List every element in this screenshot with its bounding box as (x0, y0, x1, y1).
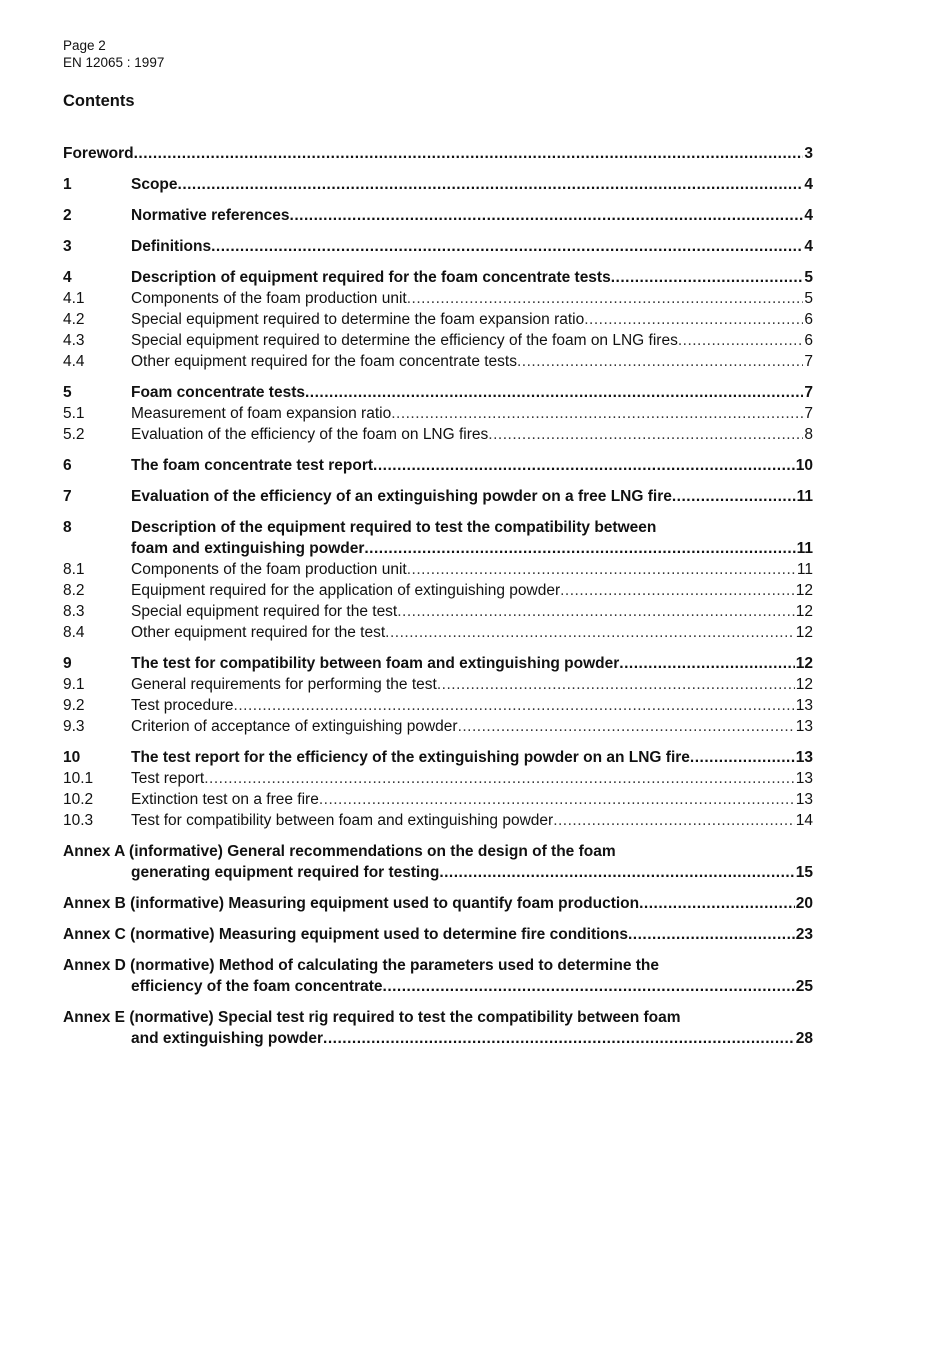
toc-entry-foreword[interactable] (63, 143, 813, 164)
leader-dots (611, 267, 804, 288)
toc-label: Extinction test on a free fire (131, 791, 319, 808)
toc-label: foam and extinguishing powder (131, 540, 365, 557)
toc-page: 4 (804, 176, 813, 193)
toc-label: Annex B (informative) Measuring equipment used to quantify foam production (63, 895, 640, 912)
toc-label: Evaluation of the efficiency of an extinguishing powder on a free LNG fire (131, 488, 672, 505)
toc-page: 4 (804, 238, 813, 255)
toc-label: Special equipment required to determine the efficiency of the foam on LNG fires (131, 332, 678, 349)
leader-dots (373, 455, 795, 476)
toc-label: Test for compatibility between foam and extinguishing powder (131, 812, 554, 829)
toc-number: 4.2 (63, 311, 85, 328)
toc-page: 13 (795, 770, 813, 787)
toc-entry-4[interactable] (63, 267, 813, 288)
toc-entry-annex-c[interactable] (63, 924, 813, 945)
toc-label: Equipment required for the application of extinguishing powder (131, 582, 561, 599)
toc-number: 1 (63, 176, 72, 193)
leader-dots (439, 862, 794, 883)
toc-entry-annex-a-line2[interactable] (63, 862, 813, 883)
toc-label: Special equipment required for the test (131, 603, 398, 620)
toc-number: 7 (63, 488, 72, 505)
toc-entry-annex-e-line1[interactable] (63, 1007, 813, 1028)
toc-number: 9.3 (63, 718, 85, 735)
toc-entry-8-3[interactable] (63, 601, 813, 622)
toc-number: 4.4 (63, 353, 85, 370)
toc-entry-9-3[interactable] (63, 716, 813, 737)
toc-page: 12 (795, 676, 813, 693)
toc-label: Evaluation of the efficiency of the foam on LNG fires (131, 426, 489, 443)
leader-dots (319, 789, 795, 810)
toc-number: 10.3 (63, 812, 94, 829)
toc-label: Foam concentrate tests (131, 384, 305, 401)
leader-dots (290, 205, 804, 226)
toc-page: 7 (804, 353, 813, 370)
toc-label: Components of the foam production unit (131, 561, 407, 578)
toc-number: 10.1 (63, 770, 94, 787)
toc-page: 3 (804, 145, 813, 162)
toc-page: 28 (795, 1030, 813, 1047)
toc-label: Components of the foam production unit (131, 290, 407, 307)
leader-dots (391, 403, 803, 424)
toc-label: Foreword (63, 145, 134, 162)
toc-number: 8.1 (63, 561, 85, 578)
leader-dots (397, 601, 795, 622)
toc-number: 10 (63, 749, 81, 766)
page-number: Page 2 (63, 38, 106, 53)
leader-dots (628, 924, 795, 945)
leader-dots (619, 653, 794, 674)
toc-label: Scope (131, 176, 178, 193)
toc-entry-8-line1[interactable] (63, 517, 813, 538)
toc-entry-10-2[interactable] (63, 789, 813, 810)
toc-number: 8 (63, 519, 72, 536)
toc-page: 13 (795, 697, 813, 714)
toc-label: Criterion of acceptance of extinguishing powder (131, 718, 458, 735)
toc-page: 8 (804, 426, 813, 443)
toc-entry-8-line2[interactable] (63, 538, 813, 559)
toc-number: 4.1 (63, 290, 85, 307)
toc-label: efficiency of the foam concentrate (131, 978, 383, 995)
toc-entry-annex-d-line1[interactable] (63, 955, 813, 976)
toc-number: 8.3 (63, 603, 85, 620)
toc-entry-5-2[interactable] (63, 424, 813, 445)
table-of-contents (63, 143, 813, 1049)
leader-dots (517, 351, 803, 372)
toc-page: 20 (795, 895, 813, 912)
leader-dots (204, 768, 795, 789)
toc-number: 5 (63, 384, 72, 401)
toc-page: 13 (795, 718, 813, 735)
toc-label: and extinguishing powder (131, 1030, 324, 1047)
toc-label: Measurement of foam expansion ratio (131, 405, 392, 422)
toc-number: 8.2 (63, 582, 85, 599)
leader-dots (560, 580, 795, 601)
toc-page: 15 (795, 864, 813, 881)
leader-dots (488, 424, 803, 445)
toc-label: Other equipment required for the foam concentrate tests (131, 353, 517, 370)
toc-entry-5-1[interactable] (63, 403, 813, 424)
toc-page: 11 (796, 561, 813, 578)
toc-label: Special equipment required to determine the foam expansion ratio (131, 311, 585, 328)
toc-page: 13 (795, 791, 813, 808)
toc-entry-9[interactable] (63, 653, 813, 674)
leader-dots (383, 976, 795, 997)
leader-dots (458, 716, 795, 737)
toc-number: 10.2 (63, 791, 94, 808)
toc-page: 5 (804, 290, 813, 307)
toc-page: 5 (804, 269, 813, 286)
toc-label: Description of the equipment required to test the compatibility between (131, 519, 657, 536)
toc-page: 13 (795, 749, 813, 766)
toc-number: 3 (63, 238, 72, 255)
leader-dots (690, 747, 795, 768)
toc-label: generating equipment required for testing (131, 864, 440, 881)
toc-number: 5.1 (63, 405, 85, 422)
toc-number: 4 (63, 269, 72, 286)
toc-entry-9-2[interactable] (63, 695, 813, 716)
toc-number: 9.2 (63, 697, 85, 714)
leader-dots (584, 309, 803, 330)
toc-page: 14 (795, 812, 813, 829)
leader-dots (639, 893, 795, 914)
toc-number: 9 (63, 655, 72, 672)
toc-entry-1[interactable] (63, 174, 813, 195)
toc-page: 7 (804, 384, 813, 401)
toc-entry-8-4[interactable] (63, 622, 813, 643)
toc-page: 7 (804, 405, 813, 422)
toc-label: Test procedure (131, 697, 234, 714)
toc-label: Description of equipment required for the foam concentrate tests (131, 269, 611, 286)
toc-page: 12 (795, 603, 813, 620)
toc-entry-annex-b[interactable] (63, 893, 813, 914)
leader-dots (678, 330, 804, 351)
toc-page: 11 (796, 540, 813, 557)
toc-entry-6[interactable] (63, 455, 813, 476)
leader-dots (553, 810, 795, 831)
leader-dots (385, 622, 795, 643)
toc-entry-5[interactable] (63, 382, 813, 403)
leader-dots (437, 674, 795, 695)
toc-label: Definitions (131, 238, 212, 255)
toc-entry-4-4[interactable] (63, 351, 813, 372)
toc-page: 12 (795, 582, 813, 599)
leader-dots (407, 288, 804, 309)
standard-reference: EN 12065 : 1997 (63, 55, 165, 70)
leader-dots (178, 174, 804, 195)
toc-label: Annex C (normative) Measuring equipment used to determine fire conditions (63, 926, 628, 943)
toc-page: 12 (795, 624, 813, 641)
toc-number: 8.4 (63, 624, 85, 641)
leader-dots (407, 559, 796, 580)
leader-dots (234, 695, 795, 716)
leader-dots (134, 143, 804, 164)
toc-entry-7[interactable] (63, 486, 813, 507)
toc-number: 6 (63, 457, 72, 474)
toc-page: 4 (804, 207, 813, 224)
toc-label: The test report for the efficiency of the extinguishing powder on an LNG fire (131, 749, 690, 766)
toc-number: 5.2 (63, 426, 85, 443)
contents-title: Contents (63, 92, 135, 110)
toc-page: 6 (804, 332, 813, 349)
toc-label: General requirements for performing the test (131, 676, 437, 693)
toc-entry-8-1[interactable] (63, 559, 813, 580)
leader-dots (672, 486, 796, 507)
toc-number: 4.3 (63, 332, 85, 349)
leader-dots (305, 382, 803, 403)
toc-entry-4-2[interactable] (63, 309, 813, 330)
toc-page: 6 (804, 311, 813, 328)
toc-page: 23 (795, 926, 813, 943)
toc-entry-4-1[interactable] (63, 288, 813, 309)
toc-number: 2 (63, 207, 72, 224)
toc-label: Annex E (normative) Special test rig required to test the compatibility between foam (63, 1009, 681, 1026)
toc-entry-annex-d-line2[interactable] (63, 976, 813, 997)
toc-entry-2[interactable] (63, 205, 813, 226)
leader-dots (211, 236, 803, 257)
toc-entry-8-2[interactable] (63, 580, 813, 601)
toc-label: The foam concentrate test report (131, 457, 374, 474)
leader-dots (323, 1028, 795, 1049)
toc-entry-10-1[interactable] (63, 768, 813, 789)
leader-dots (364, 538, 795, 559)
toc-label: The test for compatibility between foam and extinguishing powder (131, 655, 620, 672)
toc-page: 12 (795, 655, 813, 672)
toc-page: 11 (796, 488, 813, 505)
toc-label: Normative references (131, 207, 290, 224)
toc-label: Other equipment required for the test (131, 624, 386, 641)
toc-entry-9-1[interactable] (63, 674, 813, 695)
toc-label: Annex D (normative) Method of calculating the parameters used to determine the (63, 957, 659, 974)
toc-entry-4-3[interactable] (63, 330, 813, 351)
toc-entry-3[interactable] (63, 236, 813, 257)
toc-page: 10 (795, 457, 813, 474)
page-header (63, 37, 164, 71)
toc-entry-10[interactable] (63, 747, 813, 768)
toc-entry-10-3[interactable] (63, 810, 813, 831)
toc-label: Annex A (informative) General recommendations on the design of the foam (63, 843, 616, 860)
toc-entry-annex-e-line2[interactable] (63, 1028, 813, 1049)
toc-label: Test report (131, 770, 205, 787)
toc-entry-annex-a-line1[interactable] (63, 841, 813, 862)
toc-number: 9.1 (63, 676, 85, 693)
toc-page: 25 (795, 978, 813, 995)
